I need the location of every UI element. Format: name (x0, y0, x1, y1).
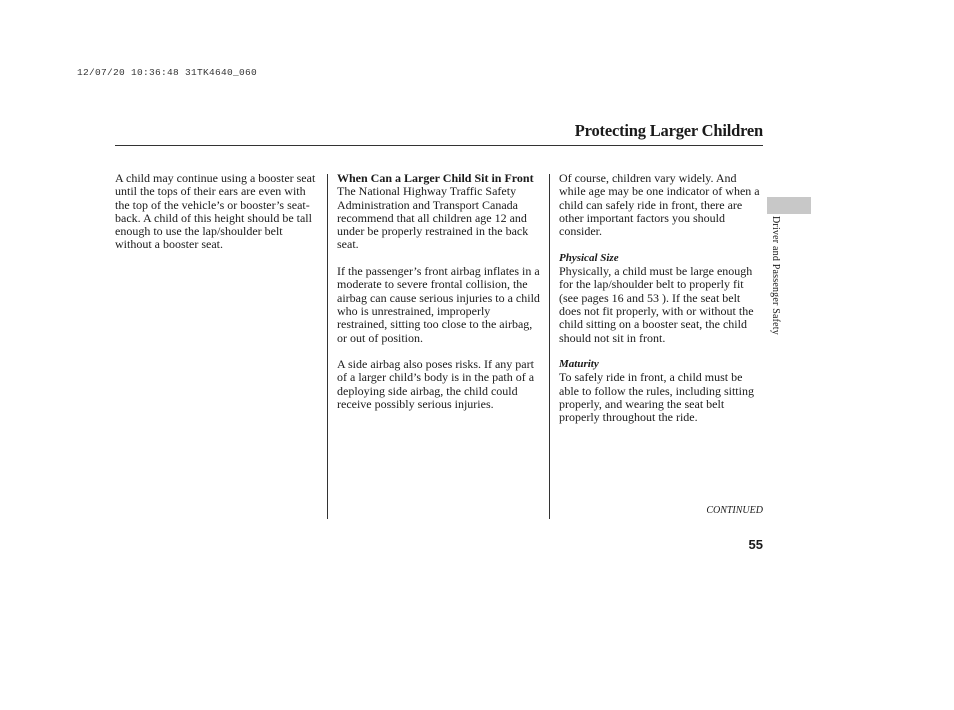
title-rule (115, 145, 763, 146)
column-1 (115, 172, 320, 252)
paragraph: A side airbag also poses risks. If any part of a larger child’s body is in the path of a deploying side airbag, the child could receive possibly serious injuries. (337, 357, 535, 412)
print-timestamp: 12/07/20 10:36:48 31TK4640_060 (77, 67, 258, 78)
page-title: Protecting Larger Children (574, 121, 763, 140)
column-divider (549, 174, 550, 519)
paragraph: A child may continue using a booster seat until the tops of their ears are even with the top of the vehicle’s or booster’s seat-back. A child of this height should be tall enough to use the lap/shoulder belt without a booster seat. (115, 171, 316, 252)
subheading-physical-size: Physical Size (559, 251, 619, 264)
column-2 (337, 172, 542, 411)
paragraph: Of course, children vary widely. And while age may be one indicator of when a child can safely ride in front, there are other important factors you should consider. (559, 171, 760, 239)
paragraph: If the passenger’s front airbag inflates in a moderate to severe frontal collision, the airbag can cause serious injuries to a child who is unrestrained, improperly restrained, sitting too close to the airbag, or out of position. (337, 264, 540, 345)
subheading-maturity: Maturity (559, 358, 599, 371)
paragraph: To safely ride in front, a child must be able to follow the rules, including sitting properly, and wearing the seat belt properly throughout the ride. (559, 370, 754, 425)
paragraph: The National Highway Traffic Safety Administration and Transport Canada recommend that all children age 12 and under be properly restrained in the back seat. (337, 184, 529, 252)
column-3 (559, 172, 765, 425)
sidebar-section-label: Driver and Passenger Safety (770, 216, 781, 335)
paragraph: Physically, a child must be large enough for the lap/shoulder belt to properly fit (see pages 16 and 53 ). If the seat belt does not fit properly, with or without the child sitting on a booster seat, the child should not sit in front. (559, 264, 754, 345)
section-heading: When Can a Larger Child Sit in Front (337, 171, 534, 185)
section-tab-marker (767, 197, 811, 214)
continued-label: CONTINUED (706, 505, 763, 516)
column-divider (327, 174, 328, 519)
page-number: 55 (748, 537, 763, 552)
